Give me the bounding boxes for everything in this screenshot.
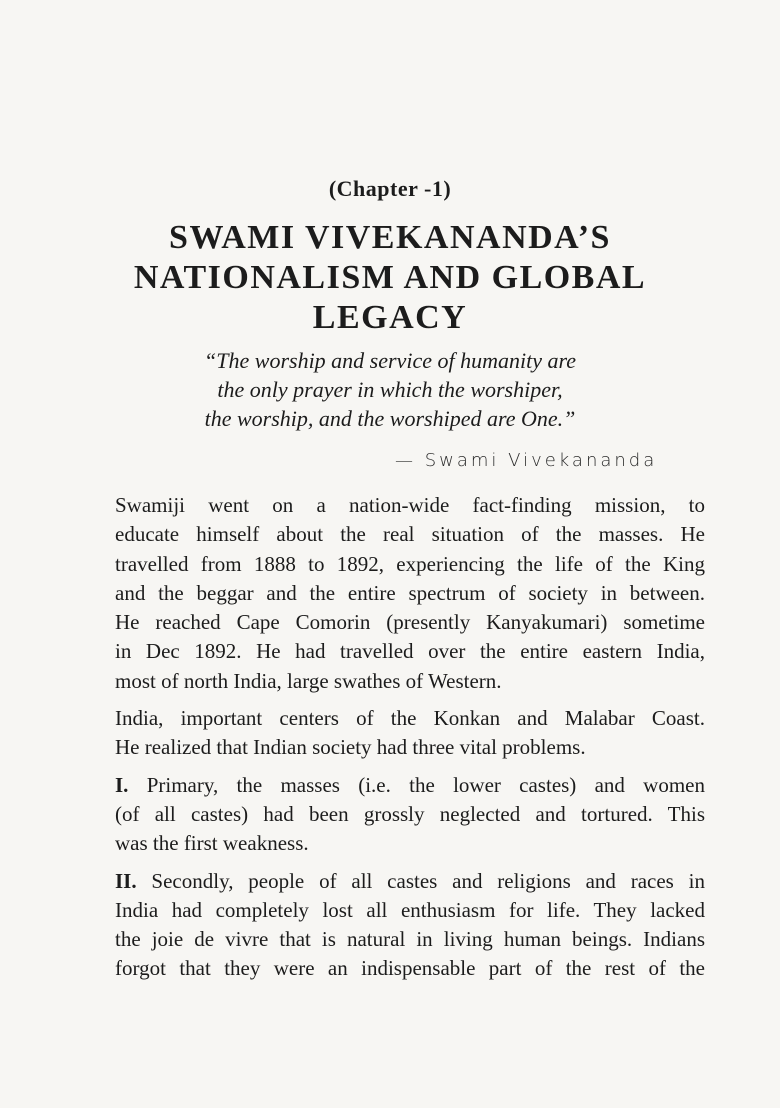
text-line: was the first weakness. (115, 831, 309, 856)
chapter-title-line: SWAMI VIVEKANANDA’S (169, 219, 611, 256)
epigraph-line: the worship, and the worshiped are One.” (204, 406, 576, 431)
paragraph (115, 491, 705, 696)
paragraph (115, 867, 705, 984)
epigraph-line: “The worship and service of humanity are (204, 348, 576, 373)
text-line: and the beggar and the entire spectrum of society in between. (115, 580, 705, 605)
epigraph-line: the only prayer in which the worshiper, (217, 377, 563, 402)
text-line: India, important centers of the Konkan and Malabar Coast. (115, 706, 705, 731)
text-line: educate himself about the real situation of the masses. He (115, 522, 705, 547)
text-line (115, 771, 705, 800)
text-line: He realized that Indian society had three vital problems. (115, 735, 586, 760)
text-line: forgot that they were an indispensable part of the rest of the (115, 956, 705, 981)
text-line: in Dec 1892. He had travelled over the entire eastern India, (115, 639, 705, 664)
chapter-title-line: NATIONALISM AND GLOBAL (133, 259, 647, 296)
paragraph-marker: II. (115, 868, 137, 893)
chapter-title-line: LEGACY (312, 299, 468, 336)
text-line-rest: Primary, the masses (i.e. the lower castes) and women (128, 772, 705, 797)
body-text (115, 491, 705, 992)
text-line: He reached Cape Comorin (presently Kanyakumari) sometime (115, 610, 705, 635)
text-line: Swamiji went on a nation-wide fact-finding mission, to (115, 493, 705, 517)
paragraph-marker: I. (115, 772, 129, 797)
epigraph-quote (90, 346, 690, 433)
text-line: travelled from 1888 to 1892, experiencing the life of the King (115, 551, 705, 576)
text-line (115, 867, 705, 896)
text-line: most of north India, large swathes of Western. (115, 668, 502, 693)
text-line: (of all castes) had been grossly neglected and tortured. This (115, 801, 705, 826)
paragraph (115, 771, 705, 859)
text-line: India had completely lost all enthusiasm for life. They lacked (115, 897, 705, 922)
epigraph-attribution: — Swami Vivekananda (395, 450, 658, 471)
text-line-rest: Secondly, people of all castes and religions and races in (136, 868, 705, 893)
chapter-title (60, 218, 720, 338)
chapter-label: (Chapter -1) (328, 176, 452, 201)
text-line: the joie de vivre that is natural in living human beings. Indians (115, 927, 705, 952)
paragraph (115, 704, 705, 763)
